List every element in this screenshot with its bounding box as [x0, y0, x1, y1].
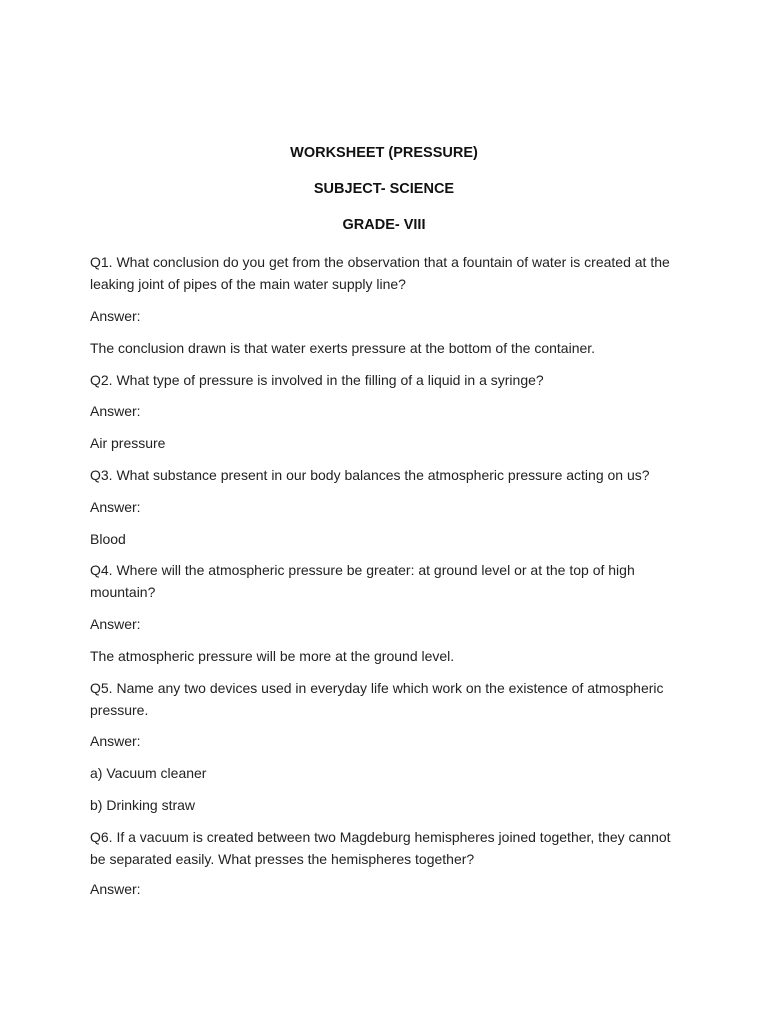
answer-3: Blood — [90, 531, 126, 547]
question-3: Q3. What substance present in our body balances the atmospheric pressure acting on us? — [90, 467, 650, 483]
question-4: Q4. Where will the atmospheric pressure be greater: at ground level or at the top of high mountain? — [90, 562, 635, 600]
answer-label-5: Answer: — [90, 733, 141, 749]
answer-label-2: Answer: — [90, 403, 141, 419]
answer-label-1: Answer: — [90, 308, 141, 324]
question-2: Q2. What type of pressure is involved in the filling of a liquid in a syringe? — [90, 372, 544, 388]
answer-label-6: Answer: — [90, 881, 141, 897]
question-1: Q1. What conclusion do you get from the observation that a fountain of water is created at the leaking joint of pipes of the main water supply line? — [90, 254, 670, 292]
grade-heading: GRADE- VIII — [342, 217, 426, 233]
answer-label-4: Answer: — [90, 616, 141, 632]
subject-heading: SUBJECT- SCIENCE — [313, 181, 455, 197]
worksheet-title: WORKSHEET (PRESSURE) — [290, 145, 478, 161]
answer-2: Air pressure — [90, 435, 166, 451]
question-5: Q5. Name any two devices used in everyday life which work on the existence of atmospheric pressure. — [90, 680, 664, 718]
answer-5b: b) Drinking straw — [90, 797, 196, 813]
answer-label-3: Answer: — [90, 499, 141, 515]
question-6: Q6. If a vacuum is created between two Magdeburg hemispheres joined together, they cannot be separated easily. What presses the hemispheres together? — [90, 829, 671, 867]
answer-5a: a) Vacuum cleaner — [90, 765, 207, 781]
answer-1: The conclusion drawn is that water exerts pressure at the bottom of the container. — [90, 340, 596, 356]
answer-4: The atmospheric pressure will be more at the ground level. — [90, 648, 455, 664]
